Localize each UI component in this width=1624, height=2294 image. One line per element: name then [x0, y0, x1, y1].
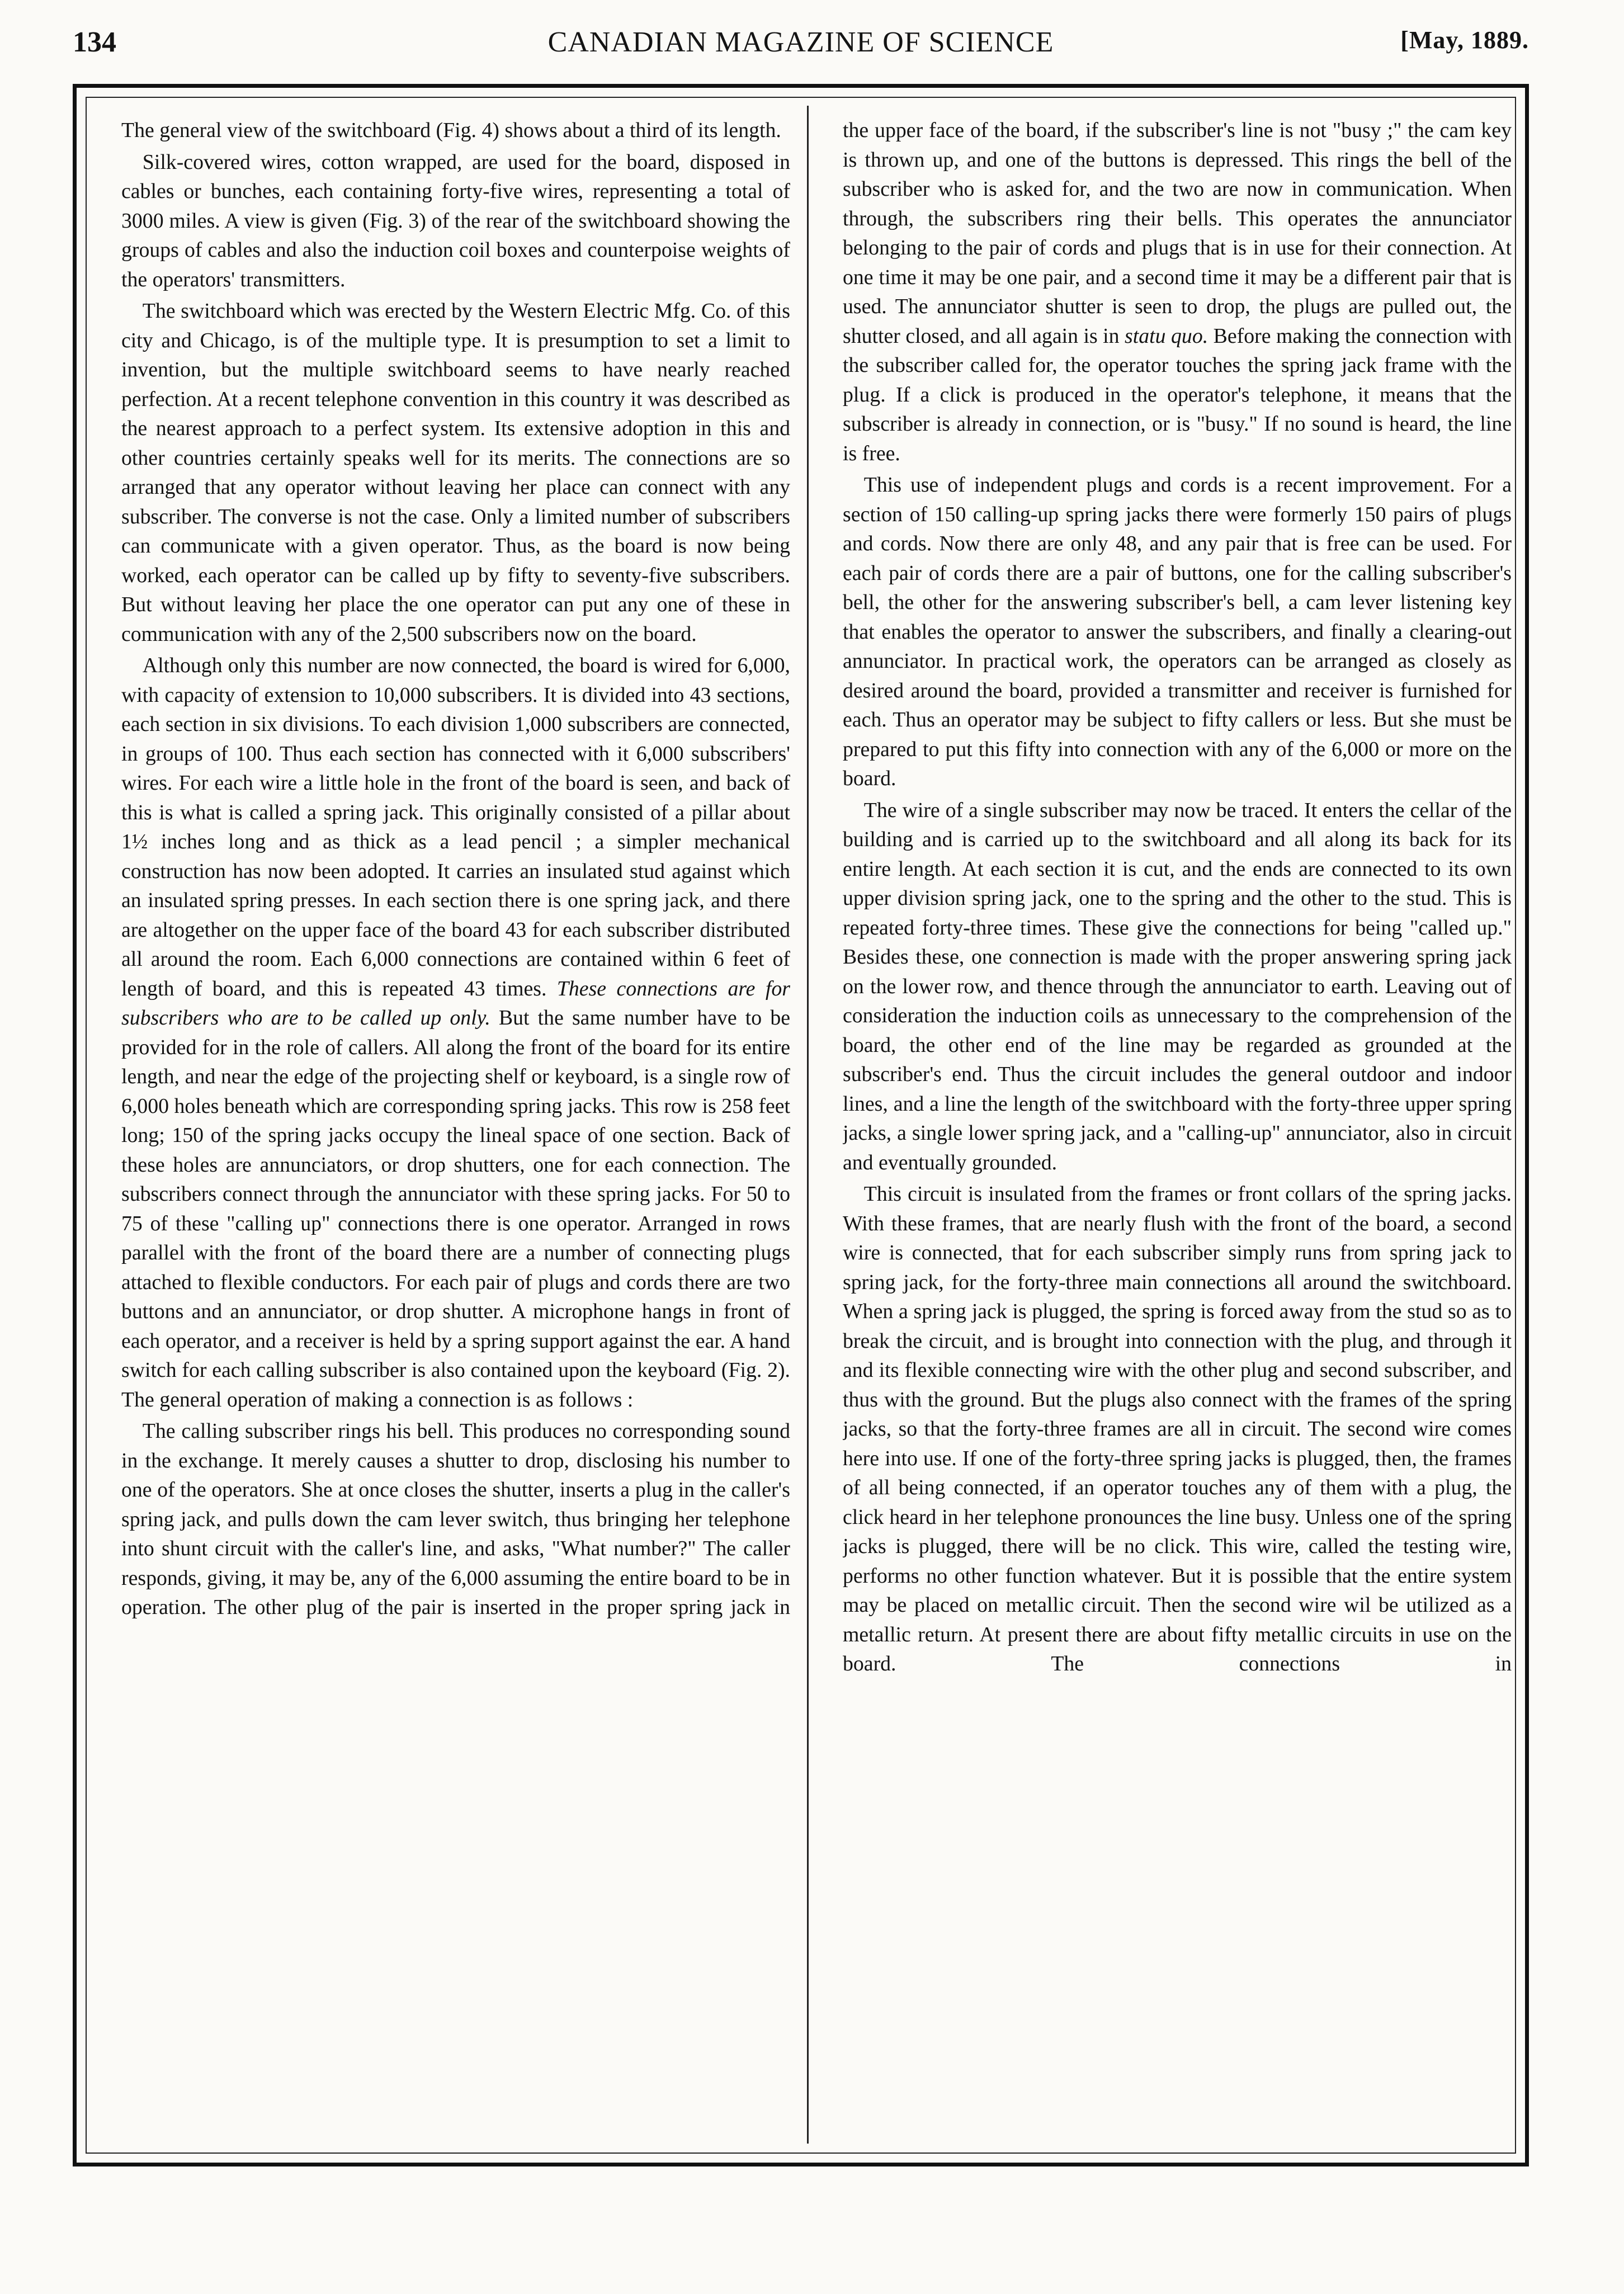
- column-divider: [807, 106, 809, 2144]
- paragraph: The calling subscriber rings his bell. This produces no corresponding sound in the exchange. It merely causes a shutter to drop, disclosing his number to one of the operators. She at once closes the shutter, inserts a plug in the caller's spring jack, and pulls down the cam lever switch, thus bringing her telephone into shunt circuit with the caller's line, and asks, "What number?" The caller responds, giving, it may be, any of the 6,000 assuming the entire board to be in operation. The other plug of the pair is inserted in the proper spring jack in: [121, 1419, 790, 1619]
- right-column: [843, 116, 1512, 2140]
- left-column: [121, 116, 790, 2140]
- paragraph: Silk-covered wires, cotton wrapped, are used for the board, disposed in cables or bunches, each containing forty-five wires, representing a total of 3000 miles. A view is given (Fig. 3) of the rear of the switchboard showing the groups of cables and also the induction coil boxes and counterpoise weights of the operators' transmitters.: [121, 150, 790, 291]
- issue-date: [May, 1889.: [1400, 26, 1529, 54]
- paragraph-text: the upper face of the board, if the subscriber's line is not "busy ;" the cam key is thrown up, and one of the buttons is depressed. This rings the bell of the subscriber who is asked for, and the two are now in communication. When through, the subscribers ring their bells. This operates the annunciator belonging to the pair of cords and plugs that is in use for their connection. At one time it may be one pair, and a second time it may be a different pair that is used. The annunciator shutter is seen to drop, the plugs are pulled out, the shutter closed, and all again is in: [843, 119, 1512, 348]
- paragraph-text: Although only this number are now connected, the board is wired for 6,000, with capacity of extension to 10,000 subscribers. It is divided into 43 sections, each section in six divisions. To each division 1,000 subscribers are connected, in groups of 100. Thus each section has connected with it 6,000 subscribers' wires. For each wire a little hole in the front of the board is seen, and back of this is what is called a spring jack. This originally consisted of a pillar about 1½ inches long and as thick as a lead pencil ; a simpler mechanical construction has now been adopted. It carries an insulated stud against which an insulated spring presses. In each section there is one spring jack, and there are altogether on the upper face of the board 43 for each subscriber distributed all around the room. Each 6,000 connections are contained within 6 feet of length of board, and this is repeated 43 times.: [121, 654, 790, 1000]
- paragraph: This circuit is insulated from the frames or front collars of the spring jacks. With these frames, that are nearly flush with the front of the board, a second wire is connected, that for each subscriber simply runs from spring jack to spring jack, for the forty-three main connections all around the switchboard. When a spring jack is plugged, the spring is forced away from the stud so as to break the circuit, and is brought into connection with the plug, and through it and its flexible connecting wire with the other plug and second subscriber, and thus with the ground. But the plugs also connect with the frames of the spring jacks, so that the forty-three frames are all in circuit. The second wire comes here into use. If one of the forty-three spring jacks is plugged, then, the frames of all being connected, if an operator touches any of them with a plug, the click heard in her telephone pronounces the line busy. Unless one of the spring jacks is plugged, there will be no click. This wire, called the testing wire, performs no other function whatever. But it is possible that the entire system may be placed on metallic circuit. Then the second wire wil be utilized as a metallic return. At present there are about fifty metallic circuits in use on the board. The connections in: [843, 1182, 1512, 1675]
- running-header: [73, 26, 1529, 65]
- paragraph-text: But the same number have to be provided for in the role of callers. All along the front of the board for its entire length, and near the edge of the projecting shelf or keyboard, is a single row of 6,000 holes beneath which are corresponding spring jacks. This row is 258 feet long; 150 of the spring jacks occupy the lineal space of one section. Back of these holes are annunciators, or drop shutters, one for each connection. The subscribers connect through the annunciator with these spring jacks. For 50 to 75 of these "calling up" connections there is one operator. Arranged in rows parallel with the front of the board there are a number of connecting plugs attached to flexible conductors. For each pair of plugs and cords there are two buttons and an annunciator, or drop shutter. A microphone hangs in front of each operator, and a receiver is held by a spring support against the ear. A hand switch for each calling subscriber is also contained upon the keyboard (Fig. 2). The general operation of making a connection is as follows :: [121, 1006, 790, 1412]
- journal-title: CANADIAN MAGAZINE OF SCIENCE: [547, 26, 1054, 58]
- paragraph: The wire of a single subscriber may now be traced. It enters the cellar of the building and is carried up to the switchboard and all along its back for its entire length. At each section it is cut, and the ends are connected to its own upper division spring jack, one to the spring and the other to the stud. This is repeated forty-three times. These give the connections for being "called up." Besides these, one connection is made with the proper answering spring jack on the lower row, and thence through the annunciator to earth. Leaving out of consideration the induction coils as unnecessary to the comprehension of the board, the other end of the line may be regarded as grounded at the subscriber's end. Thus the circuit includes the general outdoor and indoor lines, and a line the length of the switchboard with the forty-three upper spring jacks, a single lower spring jack, and a "calling-up" annunciator, also in circuit and eventually grounded.: [843, 798, 1512, 1174]
- paragraph: [121, 651, 790, 1414]
- paragraph: The general view of the switchboard (Fig. 4) shows about a third of its length.: [121, 119, 781, 142]
- paragraph: [843, 116, 1512, 468]
- paragraph-text: Before making the connection with the subscriber called for, the operator touches the spring jack frame with the plug. If a click is produced in the operator's telephone, it means that the subscriber is already in connection, or is "busy." If no sound is heard, the line is free.: [843, 324, 1512, 465]
- page-frame: [73, 84, 1529, 2166]
- page-number: 134: [73, 26, 116, 58]
- paragraph: This use of independent plugs and cords is a recent improvement. For a section of 150 calling-up spring jacks there were formerly 150 pairs of plugs and cords. Now there are only 48, and any pair that is free can be used. For each pair of cords there are a pair of buttons, one for the calling subscriber's bell, the other for the answering subscriber's bell, a cam lever listening key that enables the operator to answer the subscribers, and finally a clearing-out annunciator. In practical work, the operators can be arranged as closely as desired around the board, provided a transmitter and receiver is furnished for each. Thus an operator may be subject to fifty callers or less. But she must be prepared to put this fifty into connection with any of the 6,000 or more on the board.: [843, 473, 1512, 790]
- paragraph: The switchboard which was erected by the Western Electric Mfg. Co. of this city and Chicago, is of the multiple type. It is presumption to set a limit to invention, but the multiple switchboard seems to have nearly reached perfection. At a recent telephone convention in this country it was described as the nearest approach to a perfect system. Its extensive adoption in this and other countries certainly speaks well for its merits. The connections are so arranged that any operator without leaving her place can connect with any subscriber. The converse is not the case. Only a limited number of subscribers can communicate with a given operator. Thus, as the board is now being worked, each operator can be called up by fifty to seventy-five subscribers. But without leaving her place the one operator can put any one of these in communication with any of the 2,500 subscribers now on the board.: [121, 299, 790, 646]
- italic-emphasis: These connections are for subscribers who are to be called up only.: [121, 976, 790, 1030]
- italic-emphasis: statu quo.: [1125, 324, 1208, 348]
